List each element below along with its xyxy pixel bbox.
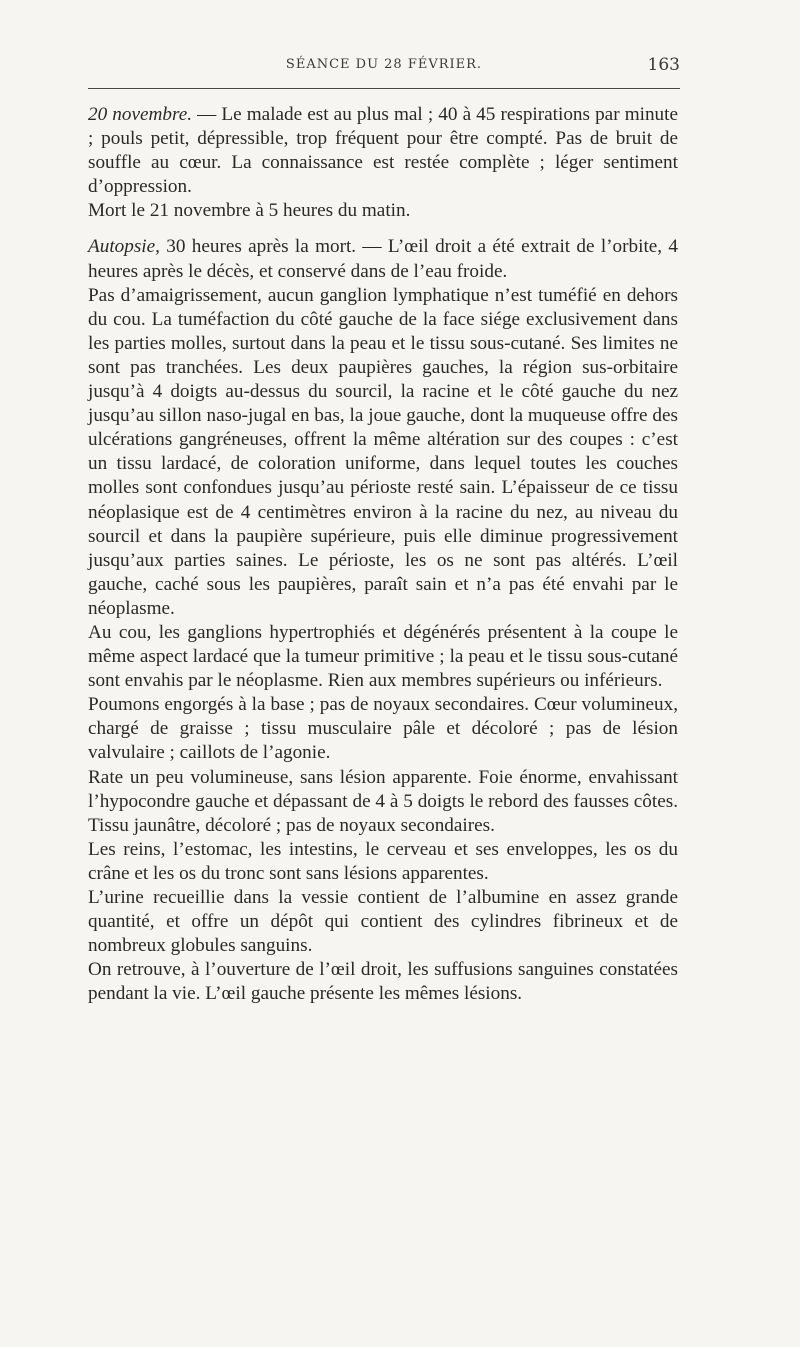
paragraph-text: — Le malade est au plus mal ; 40 à 45 respirations par minute ; pouls petit, dépressible, trop fréquent pour être compté. Pas de bruit de souffle au cœur. La connaissance est restée complète ; léger sentiment d’oppression.: [88, 104, 678, 198]
paragraph: On retrouve, à l’ouverture de l’œil droit, les suffusions sanguines constatées pendant la vie. L’œil gauche présente les mêmes lésions.: [88, 959, 678, 1005]
paragraph: Mort le 21 novembre à 5 heures du matin.: [88, 200, 411, 222]
paragraph: Pas d’amaigrissement, aucun ganglion lymphatique n’est tuméfié en dehors du cou. La tuméfaction du côté gauche de la face siége exclusivement dans les parties molles, surtout dans la peau et le tissu sous-cutané. Ses limites ne sont pas tranchées. Les deux paupières gauches, la région sus-orbitaire jusqu’à 4 doigts au-dessus du sourcil, la racine et le côté gauche du nez jusqu’au sillon naso-jugal en bas, la joue gauche, dont la muqueuse offre des ulcérations gangréneuses, offrent la même altération sur des coupes : c’est un tissu lardacé, de coloration uniforme, dans lequel toutes les couches molles sont confondues jusqu’au périoste resté sain. L’épaisseur de ce tissu néoplasique est de 4 centimètres environ à la racine du nez, au niveau du sourcil et dans la paupière supérieure, puis elle diminue progressivement jusqu’aux parties saines. Le périoste, les os ne sont pas altérés. L’œil gauche, caché sous les paupières, paraît sain et n’a pas été envahi par le néoplasme.: [88, 284, 678, 619]
paragraph-text: 30 heures après la mort. — L’œil droit a été extrait de l’orbite, 4 heures après le décès, et conservé dans de l’eau froide.: [88, 236, 678, 282]
paragraph: Poumons engorgés à la base ; pas de noyaux secondaires. Cœur volumineux, chargé de graisse ; tissu musculaire pâle et décoloré ; pas de lésion valvulaire ; caillots de l’agonie.: [88, 694, 678, 764]
running-title: SÉANCE DU 28 FÉVRIER.: [285, 57, 483, 72]
paragraph: Rate un peu volumineuse, sans lésion apparente. Foie énorme, envahissant l’hypocondre gauche et dépassant de 4 à 5 doigts le rebord des fausses côtes. Tissu jaunâtre, décoloré ; pas de noyaux secondaires.: [88, 766, 678, 836]
page-number: 163: [647, 55, 680, 75]
running-head: [88, 57, 680, 85]
paragraph: [88, 235, 678, 283]
paragraph-lead: 20 novembre.: [88, 104, 193, 125]
paragraph: Les reins, l’estomac, les intestins, le cerveau et ses enveloppes, les os du crâne et les os du tronc sont sans lésions apparentes.: [88, 838, 678, 884]
paragraph: [88, 103, 678, 199]
header-rule: [88, 88, 680, 89]
body-text: [88, 103, 678, 1006]
paragraph-lead: Autopsie,: [88, 236, 160, 258]
paragraph: L’urine recueillie dans la vessie contient de l’albumine en assez grande quantité, et offre un dépôt qui contient des cylindres fibrineux et de nombreux globules sanguins.: [88, 887, 678, 957]
paragraph: Au cou, les ganglions hypertrophiés et dégénérés présentent à la coupe le même aspect lardacé que la tumeur primitive ; la peau et le tissu sous-cutané sont envahis par le néoplasme. Rien aux membres supérieurs ou inférieurs.: [88, 621, 678, 692]
